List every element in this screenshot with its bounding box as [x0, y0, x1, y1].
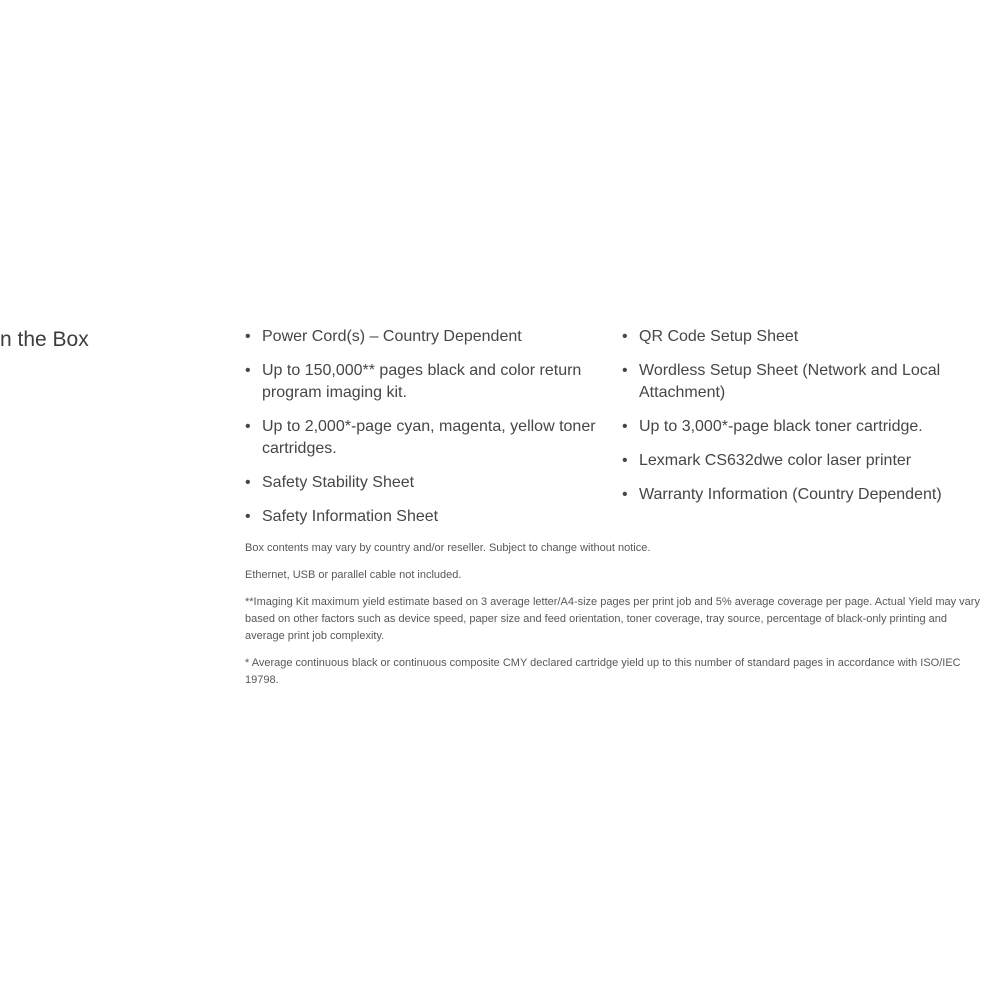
bullet-icon: • — [245, 362, 251, 379]
list-item-text: Up to 2,000*-page cyan, magenta, yellow toner cartridges. — [262, 418, 596, 457]
bullet-icon: • — [245, 508, 251, 525]
bullet-icon: • — [245, 418, 251, 435]
list-item — [245, 416, 605, 460]
footnote-cables: Ethernet, USB or parallel cable not included. — [245, 569, 462, 581]
list-item — [622, 484, 982, 506]
bullet-icon: • — [622, 362, 628, 379]
list-item-text: Safety Information Sheet — [262, 508, 439, 525]
list-item — [245, 506, 605, 528]
box-contents-column-2 — [622, 326, 982, 540]
list-item-text: QR Code Setup Sheet — [639, 328, 799, 345]
box-contents-column-1 — [245, 326, 605, 540]
box-contents-columns — [245, 326, 982, 540]
list-item — [245, 360, 605, 404]
list-item — [245, 326, 605, 348]
list-item-text: Lexmark CS632dwe color laser printer — [639, 452, 912, 469]
footnote-imaging-kit-yield: **Imaging Kit maximum yield estimate based on 3 average letter/A4-size pages per print job and 5% average coverage per page. Actual Yield may vary based on other factors such as device speed, paper size and feed orientation, toner coverage, tray source, percentage of black-only printing and average print job complexity. — [245, 596, 980, 642]
bullet-icon: • — [245, 328, 251, 345]
list-item — [622, 360, 982, 404]
bullet-icon: • — [622, 418, 628, 435]
bullet-icon: • — [622, 328, 628, 345]
list-item-text: Warranty Information (Country Dependent) — [639, 486, 942, 503]
bullet-icon: • — [622, 486, 628, 503]
list-item — [245, 472, 605, 494]
footnotes — [245, 540, 982, 699]
list-item-text: Wordless Setup Sheet (Network and Local Attachment) — [639, 362, 941, 401]
list-item-text: Up to 150,000** pages black and color return program imaging kit. — [262, 362, 582, 401]
list-item — [622, 450, 982, 472]
list-item-text: Up to 3,000*-page black toner cartridge. — [639, 418, 923, 435]
bullet-icon: • — [245, 474, 251, 491]
list-item-text: Safety Stability Sheet — [262, 474, 415, 491]
list-item — [622, 326, 982, 348]
bullet-icon: • — [622, 452, 628, 469]
section-title-in-the-box: n the Box — [0, 328, 89, 351]
footnote-cartridge-yield: * Average continuous black or continuous composite CMY declared cartridge yield up to this number of standard pages in accordance with ISO/IEC 19798. — [245, 657, 961, 686]
footnote-box-contents: Box contents may vary by country and/or reseller. Subject to change without notice. — [245, 542, 651, 554]
list-item-text: Power Cord(s) – Country Dependent — [262, 328, 522, 345]
list-item — [622, 416, 982, 438]
